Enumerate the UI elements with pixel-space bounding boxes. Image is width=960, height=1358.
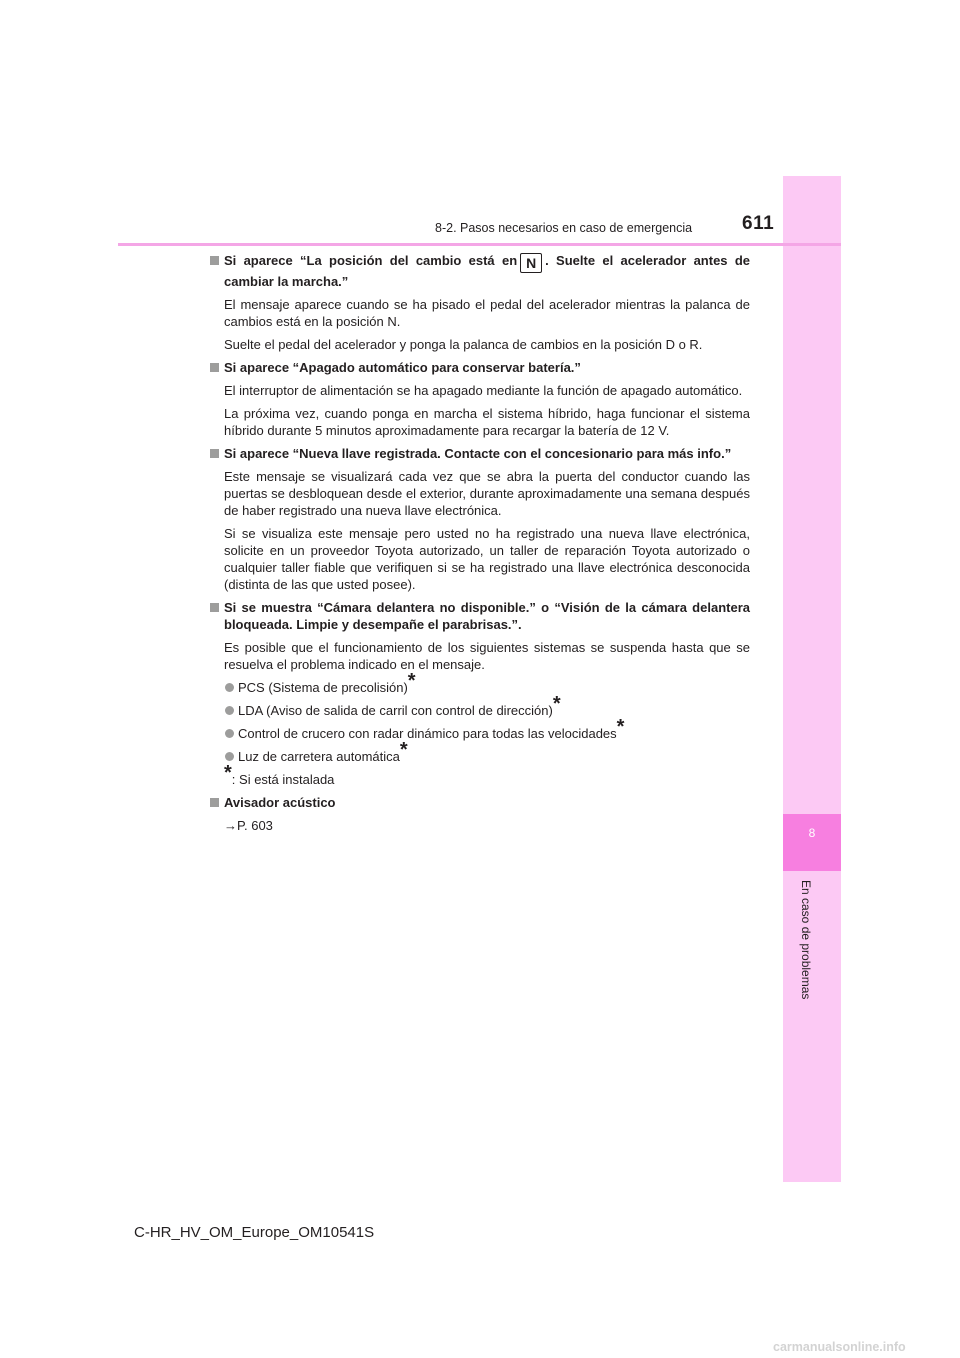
document-code: C-HR_HV_OM_Europe_OM10541S [134,1224,375,1241]
section-heading-front-camera [210,599,750,633]
list-item [210,716,750,742]
asterisk-mark: * [616,716,625,738]
header-rule [118,243,841,246]
list-item [210,670,750,696]
list-item-text: Luz de carretera automática [238,749,400,764]
paragraph: Este mensaje se visualizará cada vez que se abra la puerta del conductor cuando las puertas se desbloquean desde el exterior, durante aproximadamente una semana después de haber registrado una nueva llave electrónica. [224,469,750,518]
round-bullet-icon [225,683,234,692]
square-bullet-icon [210,449,219,458]
heading-text: Si se muestra “Cámara delantera no disponible.” o “Visión de la cámara delantera bloqueada. Limpie y desempañe el parabrisas.”. [224,600,750,632]
asterisk-mark: * [407,670,416,692]
paragraph: Suelte el pedal del acelerador y ponga la palanca de cambios en la posición D o R. [224,337,703,352]
heading-text: Si aparece “Apagado automático para conservar batería.” [224,360,581,375]
heading-text: Si aparece “Nueva llave registrada. Contacte con el concesionario para más info.” [224,446,732,461]
list-item [210,739,750,765]
side-tab [783,176,841,1182]
page-body [210,252,750,840]
page-number: 611 [742,213,775,234]
asterisk-mark: * [224,762,232,784]
list-item [210,693,750,719]
section-title: 8-2. Pasos necesarios en caso de emergencia [435,221,693,235]
page-reference-link[interactable]: →P. 603 [224,818,273,833]
heading-text-part2: . Suelte el acelerador antes de cambiar la marcha.” [224,253,750,289]
paragraph: La próxima vez, cuando ponga en marcha el sistema híbrido, haga funcionar el sistema híbrido durante 5 minutos aproximadamente para recargar la batería de 12 V. [224,406,750,438]
footnote-text: : Si está instalada [231,772,335,787]
square-bullet-icon [210,798,219,807]
round-bullet-icon [225,729,234,738]
paragraph: El interruptor de alimentación se ha apagado mediante la función de apagado automático. [224,383,743,398]
section-heading-auto-off [210,359,750,376]
section-heading-shift-position [210,252,750,290]
shift-n-icon: N [520,253,542,273]
list-item-text: PCS (Sistema de precolisión) [238,680,408,695]
asterisk-mark: * [552,693,561,715]
paragraph: Es posible que el funcionamiento de los siguientes sistemas se suspenda hasta que se resuelva el problema indicado en el mensaje. [224,640,750,672]
paragraph: Si se visualiza este mensaje pero usted no ha registrado una nueva llave electrónica, solicite en un proveedor Toyota autorizado, un taller de reparación Toyota autorizado o cualquier taller fiable que verifiquen si se ha registrado una llave electrónica desconocida (distinta de las que usted posee). [224,526,750,592]
square-bullet-icon [210,363,219,372]
footnote [210,762,750,788]
section-heading-buzzer [210,794,750,811]
heading-text: Avisador acústico [224,795,336,810]
round-bullet-icon [225,706,234,715]
asterisk-mark: * [399,739,408,761]
chapter-number: 8 [808,826,816,840]
section-heading-new-key [210,445,750,462]
chapter-title: En caso de problemas [799,880,813,1000]
watermark: carmanualsonline.info [773,1340,906,1354]
square-bullet-icon [210,256,219,265]
chapter-tab-box [783,814,841,871]
heading-text-part1: Si aparece “La posición del cambio está en [224,253,518,268]
round-bullet-icon [225,752,234,761]
list-item-text: Control de crucero con radar dinámico para todas las velocidades [238,726,617,741]
square-bullet-icon [210,603,219,612]
paragraph: El mensaje aparece cuando se ha pisado el pedal del acelerador mientras la palanca de cambios está en la posición N. [224,297,750,329]
list-item-text: LDA (Aviso de salida de carril con control de dirección) [238,703,553,718]
